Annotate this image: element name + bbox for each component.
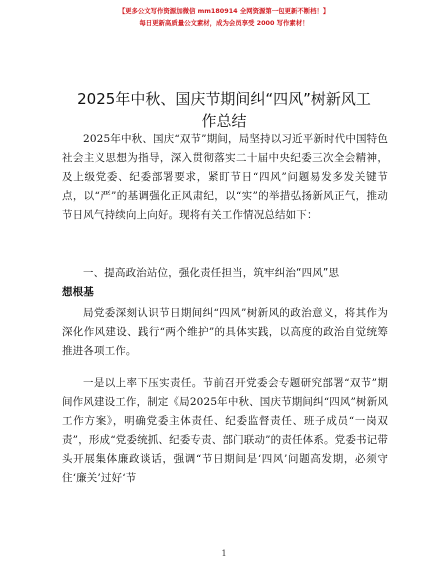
promo-banner-line-1: 【更多公文写作资源加微信 mm180914 全网资源第一包更新不断档！】 — [118, 7, 330, 15]
section-heading-1: 一、提高政治站位，强化责任担当，筑牢纠治“四风”思 — [83, 267, 340, 279]
paragraph-responsibility: 一是以上率下压实责任。节前召开党委会专题研究部署“双节”期间作风建设工作，制定《局2025年中秋、国庆节期间纠“四风”树新风工作方案》，明确党委主体责任、纪委监督责任、班子成员“一岗双责”，形成“党委统抓、纪委专责、部门联动”的责任体系。党委书记带头开展集体廉政谈话，强调“节日期间是‘四风’问题高发期，必须守住‘廉关’过好‘节 — [62, 377, 388, 484]
paragraph-intro: 2025年中秋、国庆“双节”期间，局坚持以习近平新时代中国特色社会主义思想为指导，深入贯彻落实二十届中央纪委三次全会精神，及上级党委、纪委部署要求，紧盯节日“四风”问题易发多发关键节点，以“严”的基调强化正风肃纪，以“实”的举措弘扬新风正气，推动节日风气持续向上向好。现将有关工作情况总结如下： — [62, 133, 388, 221]
promo-banner-line-2: 每日更新高质量公文素材，成为会员享受 2000 写作素材！ — [139, 19, 309, 27]
document-title-line-1: 2025年中秋、国庆节期间纠“四风”树新风工 — [77, 90, 371, 108]
section-heading-1-continued: 想根基 — [62, 286, 94, 298]
document-title-line-2: 作总结 — [201, 112, 247, 130]
page-number: 1 — [221, 549, 227, 558]
document-title — [60, 88, 388, 132]
paragraph-party-committee: 局党委深刻认识节日期间纠“四风”树新风的政治意义，将其作为深化作风建设、践行“两个维护”的具体实践，以高度的政治自觉统筹推进各项工作。 — [62, 307, 388, 357]
